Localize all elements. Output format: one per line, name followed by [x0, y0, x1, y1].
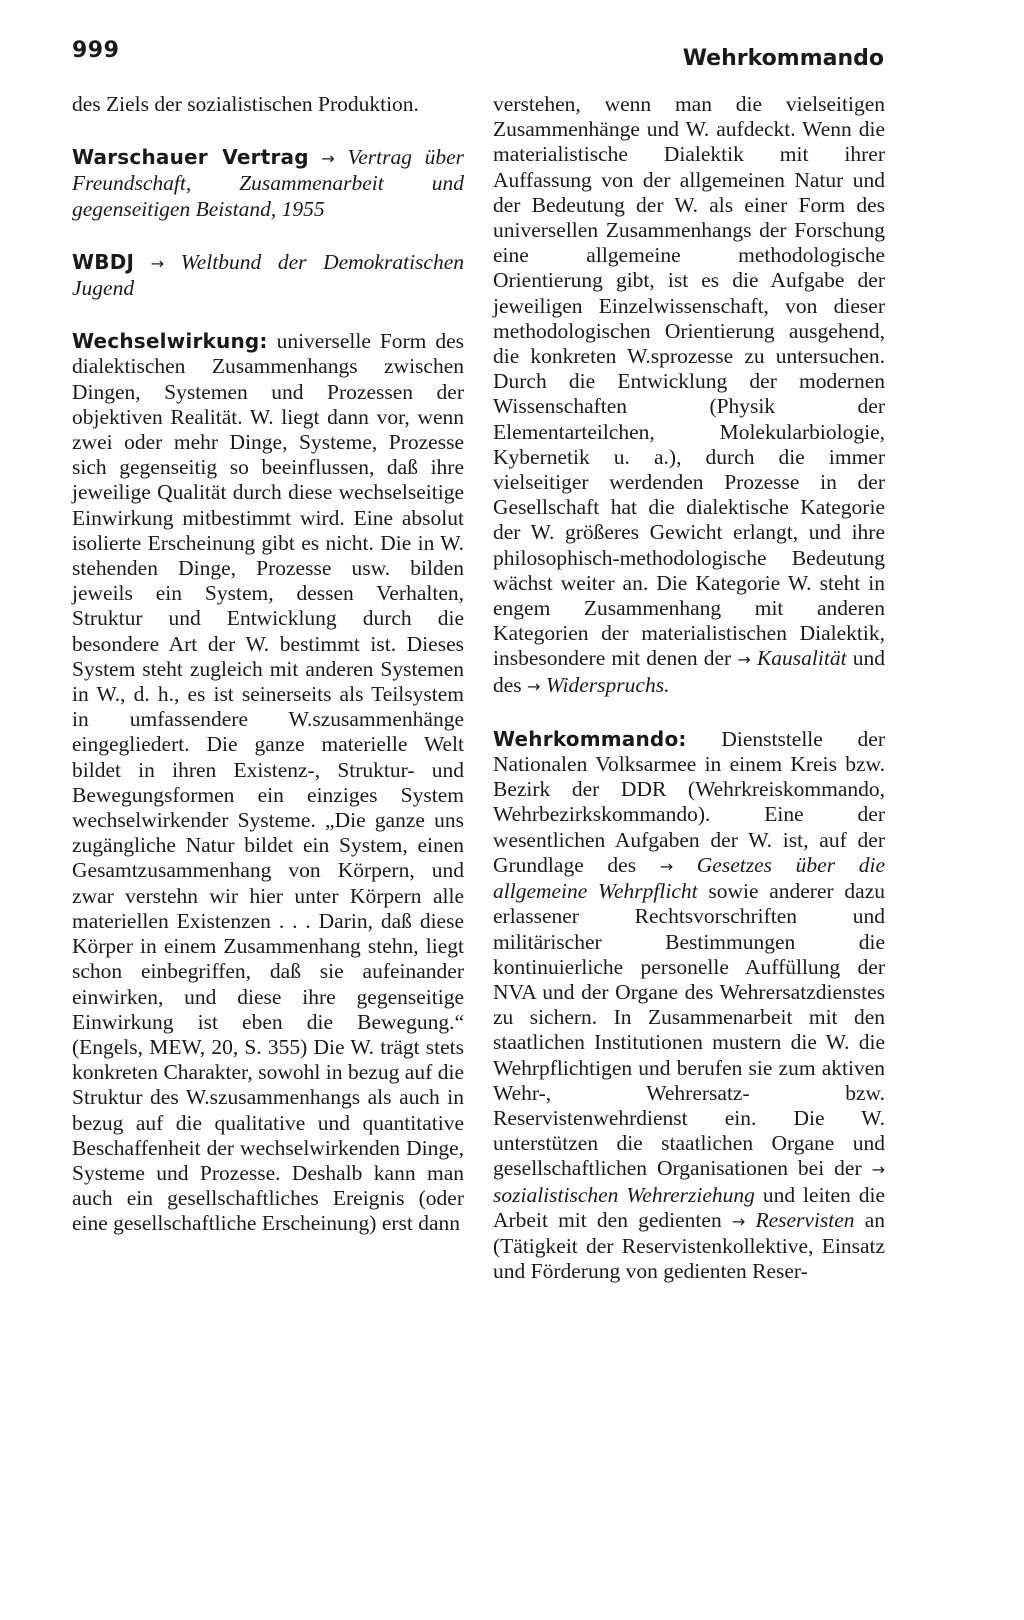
entry-body: universelle Form des dialektischen Zusammenhangs zwischen Dingen, Systemen und Prozessen der objektiven Realität. W. liegt dann vor, wenn zwei oder mehr Dinge, Systeme, Prozesse sich gegenseitig so beeinflussen, daß ihre jeweilige Qualität durch diese wechselseitige Einwirkung mitbestimmt wird. Eine absolut isolierte Erscheinung gibt es nicht. Die in W. stehenden Dinge, Prozesse usw. bilden jeweils ein System, dessen Verhalten, Struktur und Entwicklung durch die besondere Art der W. bestimmt ist. Dieses System steht zugleich mit anderen Systemen in W., d. h., es ist seinerseits als Teilsystem in umfassendere W.szusammenhänge eingegliedert. Die ganze materielle Welt bildet in ihren Existenz-, Struktur- und Bewegungsformen ein einziges System wechselwirkender Systeme. „Die ganze uns zugängliche Natur bildet ein System, einen Gesamtzusammenhang von Körpern, und zwar verstehn wir hier unter Körpern alle materiellen Existenzen . . . Darin, daß diese Körper in einem Zusammenhang stehn, liegt schon einbegriffen, daß sie aufeinander einwirken, und diese ihre gegenseitige Einwirkung ist eben die Bewegung.“ (Engels, MEW, 20, S. 355) Die W. trägt stets konkreten Charakter, sowohl in bezug auf die Struktur des W.szusammenhangs als auch in bezug auf die qualitative und quantitative Beschaffenheit der wechselwirkenden Dinge, Systeme und Prozesse. Deshalb kann man auch ein gesellschaftliches Ereignis (oder eine gesellschaftliche Erscheinung) erst dann [72, 329, 465, 1236]
cross-reference: sozialistischen Wehrerziehung [493, 1182, 755, 1207]
entry-body: verstehen, wenn man die vielseitigen Zusammenhänge und W. aufdeckt. Wenn die materialistische Dialektik mit ihrer Auffassung von der allgemeinen Natur und der Bedeutung der W. als einer Form des universellen Zusammenhangs der Forschung eine allgemeine methodologische Orientierung gibt, ist es die Aufgabe der jeweiligen Einzelwissenschaft, von dieser methodologischen Orientierung ausgehend, die konkreten W.sprozesse zu untersuchen. Durch die Entwicklung der modernen Wissenschaften (Physik der Elementarteilchen, Molekularbiologie, Kybernetik u. a.), durch die immer vielseitiger werdenden Prozesse in der Gesellschaft hat die dialektische Kategorie der W. größeres Gewicht erlangt, und ihre philosophisch-methodologische Bedeutung wächst weiter an. Die Kategorie W. steht in engem Zusammenhang mit anderen Kategorien der materialistischen Dialektik, insbesondere mit denen der [493, 92, 885, 671]
entry-head-wbdj: WBDJ [72, 249, 135, 274]
arrow-icon: → [150, 253, 165, 273]
entry-wehrkommando [493, 727, 885, 1284]
arrow-icon: → [871, 1160, 886, 1180]
cross-reference: Kausalität [756, 646, 847, 671]
cross-reference: Widerspruchs. [545, 672, 670, 697]
entry-body: sowie anderer dazu erlassener Rechtsvorschriften und militärischer Bestimmungen die kontinuierliche personelle Auffüllung der NVA und der Organe des Wehrersatzdienstes zu sichern. In Zusammenarbeit mit den staatlichen Institutionen mustern die W. die Wehrpflichtigen und berufen sie zum aktiven Wehr-, Wehrersatz- bzw. Reservistenwehrdienst ein. Die W. unterstützen die staatlichen Organe und gesellschaftlichen Organisationen bei der [493, 879, 885, 1181]
entry-body: Dienststelle der Nationalen Volksarmee in einem Kreis bzw. Bezirk der DDR (Wehrkreiskommando, Wehrbezirkskommando). Eine der wesentlichen Aufgaben der W. ist, auf der Grundlage des [493, 726, 885, 877]
arrow-icon: → [527, 676, 541, 696]
cross-reference: Gesetzes über die allgemeine Wehrpflicht [493, 852, 885, 904]
continuation-text: des Ziels der sozialistischen Produktion. [72, 92, 419, 116]
page-number: 999 [72, 38, 120, 63]
right-column [493, 92, 885, 1304]
entry-body: und des [493, 646, 885, 697]
entry-head-warschauer-vertrag: Warschauer Vertrag [72, 145, 309, 170]
entry-wbdj [72, 250, 464, 301]
cross-reference: Weltbund der Demokratischen Jugend [72, 249, 464, 301]
entry-head-wehrkommando: Wehrkommando: [493, 726, 687, 751]
cross-reference: Vertrag über Freundschaft, Zusammenarbeit und gegenseitigen Beistand, 1955 [72, 145, 464, 221]
entry-head-wechselwirkung: Wechselwirkung: [72, 329, 268, 354]
arrow-icon: → [737, 650, 751, 670]
entry-wechselwirkung-continued [493, 92, 885, 699]
entry-body: und leiten die Arbeit mit den gedienten [493, 1182, 885, 1232]
entry-wechselwirkung [72, 329, 464, 1236]
running-head: Wehrkommando [682, 46, 884, 71]
left-column [72, 92, 464, 1257]
arrow-icon: → [321, 149, 335, 169]
arrow-icon: → [731, 1211, 746, 1231]
cross-reference: Reservisten [755, 1207, 855, 1232]
entry-continuation [72, 92, 464, 117]
arrow-icon: → [659, 856, 674, 876]
entry-warschauer-vertrag [72, 145, 464, 222]
entry-body: an (Tätigkeit der Reservistenkollektive, Einsatz und Förderung von gedienten Reser- [493, 1207, 886, 1284]
